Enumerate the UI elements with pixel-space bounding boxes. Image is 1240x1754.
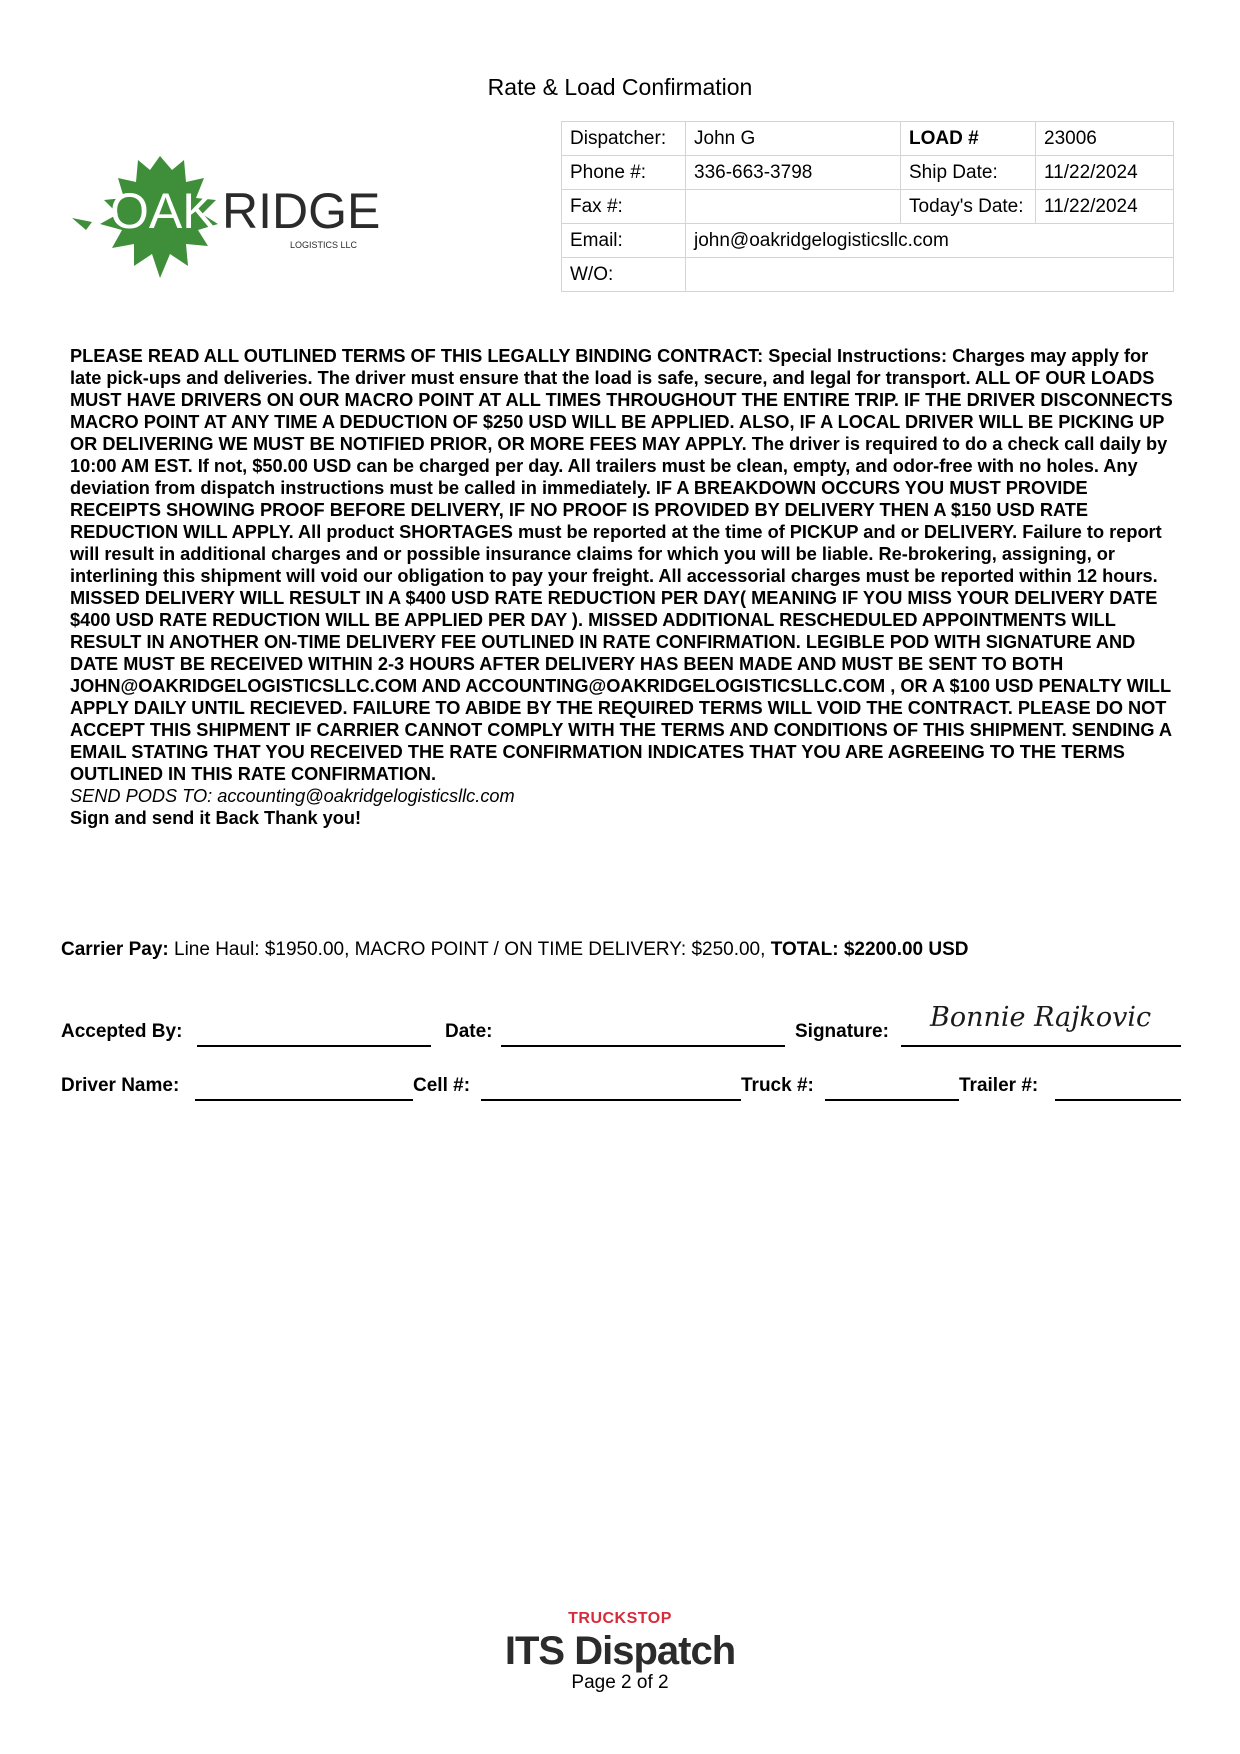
truckstop-logo-text: TRUCKSTOP — [568, 1610, 672, 1627]
signature-text: Bonnie Rajkovic — [930, 1002, 1152, 1033]
driver-name-line[interactable] — [195, 1099, 413, 1101]
email-value: john@oakridgelogisticsllc.com — [686, 224, 1174, 258]
terms-section — [70, 345, 1180, 829]
logo-word-oak: OAK — [110, 183, 216, 239]
table-row — [562, 156, 1174, 190]
accepted-by-line[interactable] — [197, 1045, 431, 1047]
carrier-pay-label: Carrier Pay: — [61, 939, 169, 960]
todays-date-label: Today's Date: — [901, 190, 1036, 224]
accepted-by-label: Accepted By: — [61, 1021, 183, 1042]
footer-brand — [0, 1610, 1240, 1672]
phone-label: Phone #: — [562, 156, 686, 190]
ship-date-value: 11/22/2024 — [1036, 156, 1174, 190]
carrier-pay-total: TOTAL: $2200.00 USD — [770, 939, 969, 960]
fax-label: Fax #: — [562, 190, 686, 224]
load-info-table — [561, 121, 1174, 292]
sign-instruction: Sign and send it Back Thank you! — [70, 808, 362, 828]
truck-line[interactable] — [825, 1099, 959, 1101]
date-line[interactable] — [501, 1045, 785, 1047]
table-row — [562, 224, 1174, 258]
carrier-pay-line — [61, 939, 969, 961]
page-number: Page 2 of 2 — [571, 1672, 669, 1693]
driver-row — [61, 1071, 1181, 1101]
ship-date-label: Ship Date: — [901, 156, 1036, 190]
trailer-line[interactable] — [1055, 1099, 1181, 1101]
cell-label: Cell #: — [413, 1075, 471, 1096]
oak-leaf-logo — [72, 148, 412, 288]
its-dispatch-logo-text: ITS Dispatch — [504, 1629, 736, 1673]
carrier-pay-detail: Line Haul: $1950.00, MACRO POINT / ON TIME DELIVERY: $250.00, — [168, 939, 771, 960]
table-row — [562, 190, 1174, 224]
load-label: LOAD # — [901, 122, 1036, 156]
logo-subtitle: LOGISTICS LLC — [290, 240, 358, 250]
todays-date-value: 11/22/2024 — [1036, 190, 1174, 224]
dispatcher-value: John G — [686, 122, 901, 156]
cell-line[interactable] — [481, 1099, 741, 1101]
terms-body: PLEASE READ ALL OUTLINED TERMS OF THIS LEGALLY BINDING CONTRACT: Special Instructions: Charges may apply for late pick-ups and deliveries. The driver must ensure that the load is safe, secure, and legal for transport. ALL OF OUR LOADS MUST HAVE DRIVERS ON OUR MACRO POINT AT ALL TIMES THROUGHOUT THE ENTIRE TRIP. IF THE DRIVER DISCONNECTS MACRO POINT AT ANY TIME A DEDUCTION OF $250 USD WILL BE APPLIED. ALSO, IF A LOCAL DRIVER WILL BE PICKING UP OR DELIVERING WE MUST BE NOTIFIED PRIOR, OR MORE FEES MAY APPLY. The driver is required to do a check call daily by 10:00 AM EST. If not, $50.00 USD can be charged per day. All trailers must be clean, empty, and odor-free with no holes. Any deviation from dispatch instructions must be called in immediately. IF A BREAKDOWN OCCURS YOU MUST PROVIDE RECEIPTS SHOWING PROOF BEFORE DELIVERY, IF NO PROOF IS PROVIDED BY DELIVERY THEN A $150 USD RATE REDUCTION WILL APPLY. All product SHORTAGES must be reported at the time of PICKUP and or DELIVERY. Failure to report will result in additional charges and or possible insurance claims for which you will be liable. Re-brokering, assigning, or interlining this shipment will void our obligation to pay your freight. All accessorial charges must be reported within 12 hours. MISSED DELIVERY WILL RESULT IN A $400 USD RATE REDUCTION PER DAY( MEANING IF YOU MISS YOUR DELIVERY DATE $400 USD RATE REDUCTION WILL BE APPLIED PER DAY ). MISSED ADDITIONAL RESCHEDULED APPOINTMENTS WILL RESULT IN ANOTHER ON-TIME DELIVERY FEE OUTLINED IN RATE CONFIRMATION. LEGIBLE POD WITH SIGNATURE AND DATE MUST BE RECEIVED WITHIN 2-3 HOURS AFTER DELIVERY HAS BEEN MADE AND MUST BE SENT TO BOTH JOHN@OAKRIDGELOGISTICSLLC.COM AND ACCOUNTING@OAKRIDGELOGISTICSLLC.COM , OR A $100 USD PENALTY WILL APPLY DAILY UNTIL RECIEVED. FAILURE TO ABIDE BY THE REQUIRED TERMS WILL VOID THE CONTRACT. PLEASE DO NOT ACCEPT THIS SHIPMENT IF CARRIER CANNOT COMPLY WITH THE TERMS AND CONDITIONS OF THIS SHIPMENT. SENDING A EMAIL STATING THAT YOU RECEIVED THE RATE CONFIRMATION INDICATES THAT YOU ARE AGREEING TO THE TERMS OUTLINED IN THIS RATE CONFIRMATION. — [70, 346, 1173, 784]
signature-line[interactable] — [901, 1045, 1181, 1047]
load-value: 23006 — [1036, 122, 1174, 156]
fax-value — [686, 190, 901, 224]
logo-word-ridge: RIDGE — [222, 183, 381, 239]
table-row — [562, 258, 1174, 292]
wo-value — [686, 258, 1174, 292]
date-label: Date: — [445, 1021, 493, 1042]
dispatcher-label: Dispatcher: — [562, 122, 686, 156]
driver-name-label: Driver Name: — [61, 1075, 180, 1096]
table-row — [562, 122, 1174, 156]
wo-label: W/O: — [562, 258, 686, 292]
truck-label: Truck #: — [741, 1075, 814, 1096]
email-label: Email: — [562, 224, 686, 258]
send-pods-line: SEND PODS TO: accounting@oakridgelogisticsllc.com — [70, 786, 515, 806]
signature-image — [928, 992, 1180, 1044]
phone-value: 336-663-3798 — [686, 156, 901, 190]
signature-label: Signature: — [795, 1021, 889, 1042]
trailer-label: Trailer #: — [959, 1075, 1039, 1096]
document-title: Rate & Load Confirmation — [487, 74, 753, 100]
